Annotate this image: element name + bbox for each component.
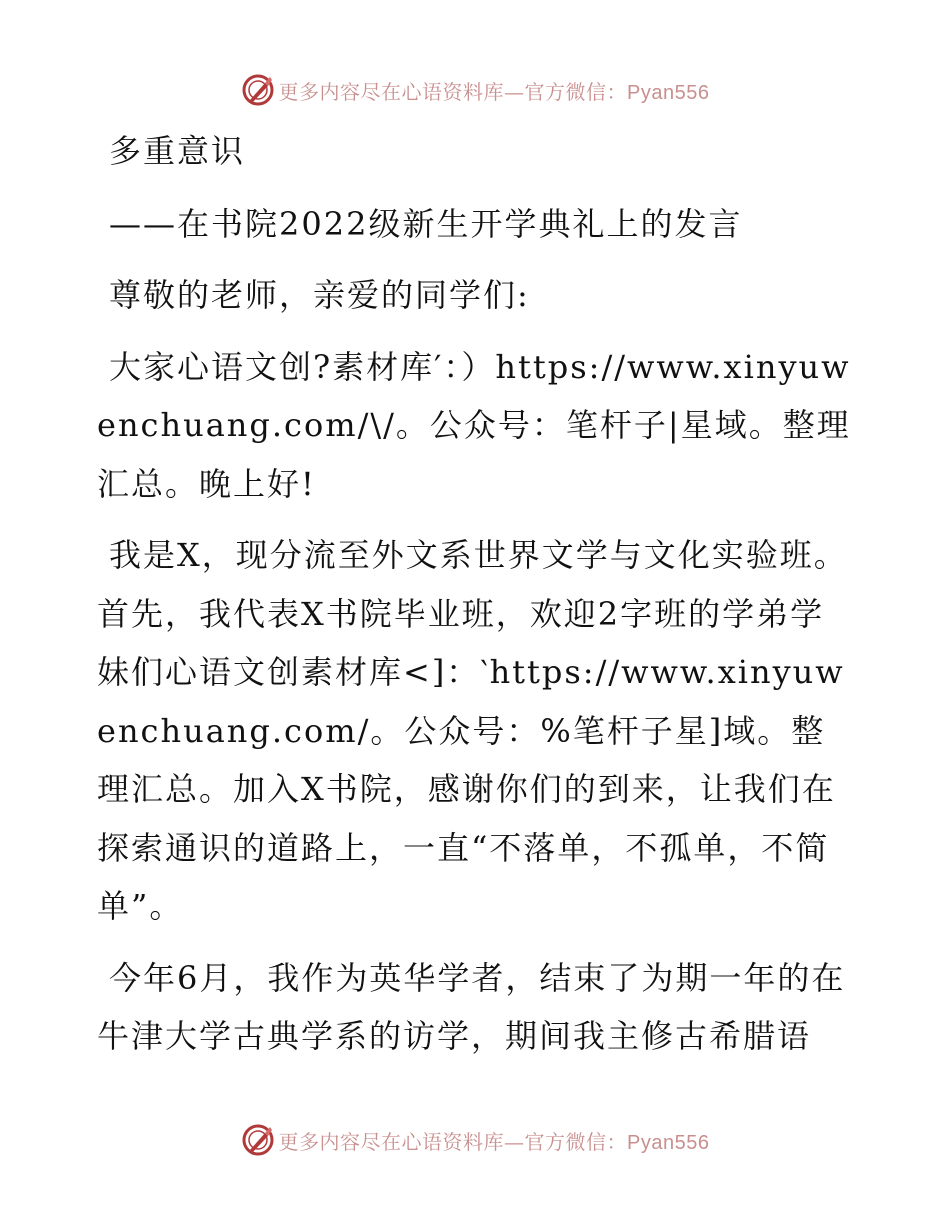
paragraph: 大家心语文创?素材库′：）https://www.xinyuwenchuang.com/\/。公众号：笔杆子|星域。整理汇总。晚上好! — [97, 347, 851, 503]
document-title: 多重意识 — [109, 132, 246, 170]
document-body — [97, 122, 857, 1079]
quill-logo-icon — [241, 73, 275, 107]
quill-logo-icon — [241, 1123, 275, 1157]
salutation: 尊敬的老师，亲爱的同学们: — [109, 276, 530, 314]
banner-wechat-id: Pyan556 — [627, 81, 710, 104]
footer-banner — [0, 1120, 950, 1160]
paragraph: 今年6月，我作为英华学者，结束了为期一年的在牛津大学古典学系的访学，期间我主修古希腊语 — [97, 958, 846, 1055]
header-banner — [0, 70, 950, 110]
banner-text: 更多内容尽在心语资料库—官方微信：Pyan556 — [278, 1129, 710, 1154]
banner-text: 更多内容尽在心语资料库—官方微信：Pyan556 — [278, 79, 710, 104]
paragraph: 我是X，现分流至外文系世界文学与文化实验班。首先，我代表X书院毕业班，欢迎2字班的学弟学妹们心语文创素材库<]：‵https://www.xinyuwenchuang.com/。公众号：%笔杆子星]域。整理汇总。加入X书院，感谢你们的到来，让我们在探索通识的道路上，一直“不落单，不孤单，不简单”。 — [97, 536, 848, 925]
document-subtitle: ——在书院2022级新生开学典礼上的发言 — [109, 204, 743, 243]
banner-wechat-id: Pyan556 — [627, 1131, 710, 1154]
